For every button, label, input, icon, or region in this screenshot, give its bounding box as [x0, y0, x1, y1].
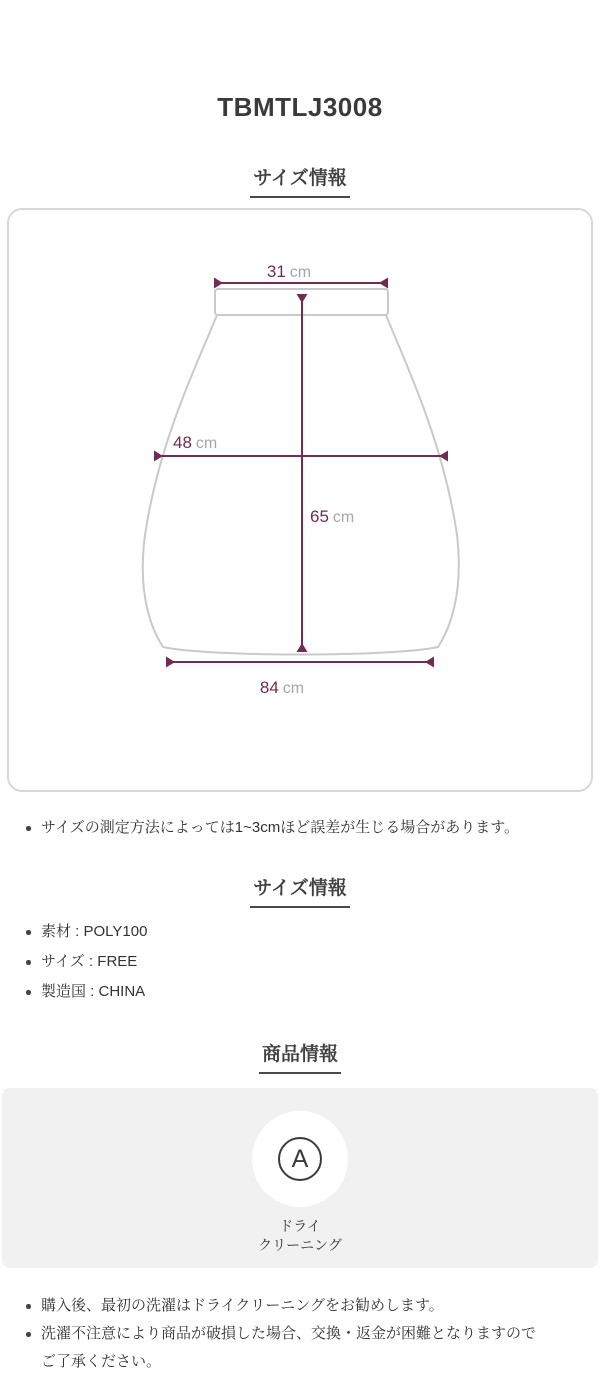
size-diagram-panel [7, 208, 593, 792]
size-info-item-origin: 製造国 : CHINA [24, 982, 600, 1002]
size-info-item-material: 素材 : POLY100 [24, 922, 600, 942]
page-title: TBMTLJ3008 [217, 92, 383, 122]
measurement-hem-width: 84 cm [259, 678, 305, 697]
care-label [2, 1217, 598, 1255]
measurement-mid-width: 48 cm [173, 433, 218, 452]
section-heading-label: サイズ情報 [250, 878, 349, 908]
section-heading-label: サイズ情報 [250, 168, 349, 198]
dimension-lines [154, 283, 448, 662]
product-note-item: 洗濯不注意により商品が破損した場合、交換・返金が困難となりますのでご了承ください。 [24, 1320, 548, 1376]
care-instruction-panel [2, 1088, 598, 1268]
dry-cleaning-icon: A [278, 1137, 322, 1181]
product-note-item: 購入後、最初の洗濯はドライクリーニングをお勧めします。 [24, 1292, 548, 1320]
size-info-item-size: サイズ : FREE [24, 952, 600, 972]
section-heading-label: 商品情報 [259, 1044, 341, 1074]
skirt-body-outline [143, 315, 459, 655]
section-heading-size-diagram [0, 168, 600, 198]
size-note-item: サイズの測定方法によっては1~3cmほど誤差が生じる場合があります。 [24, 814, 544, 842]
product-note-list [0, 1292, 548, 1376]
skirt-outline [143, 289, 459, 655]
section-heading-size-info [0, 878, 600, 908]
care-symbol-badge [252, 1111, 348, 1207]
size-info-list [0, 922, 600, 1002]
care-label-line1: ドライ [279, 1218, 321, 1234]
size-note-list [0, 814, 544, 842]
measurement-top-width: 31 cm [266, 262, 312, 281]
section-heading-product-info [0, 1044, 600, 1074]
size-diagram [9, 210, 591, 790]
care-label-line2: クリーニング [258, 1237, 342, 1253]
measurement-length: 65 cm [310, 507, 355, 526]
